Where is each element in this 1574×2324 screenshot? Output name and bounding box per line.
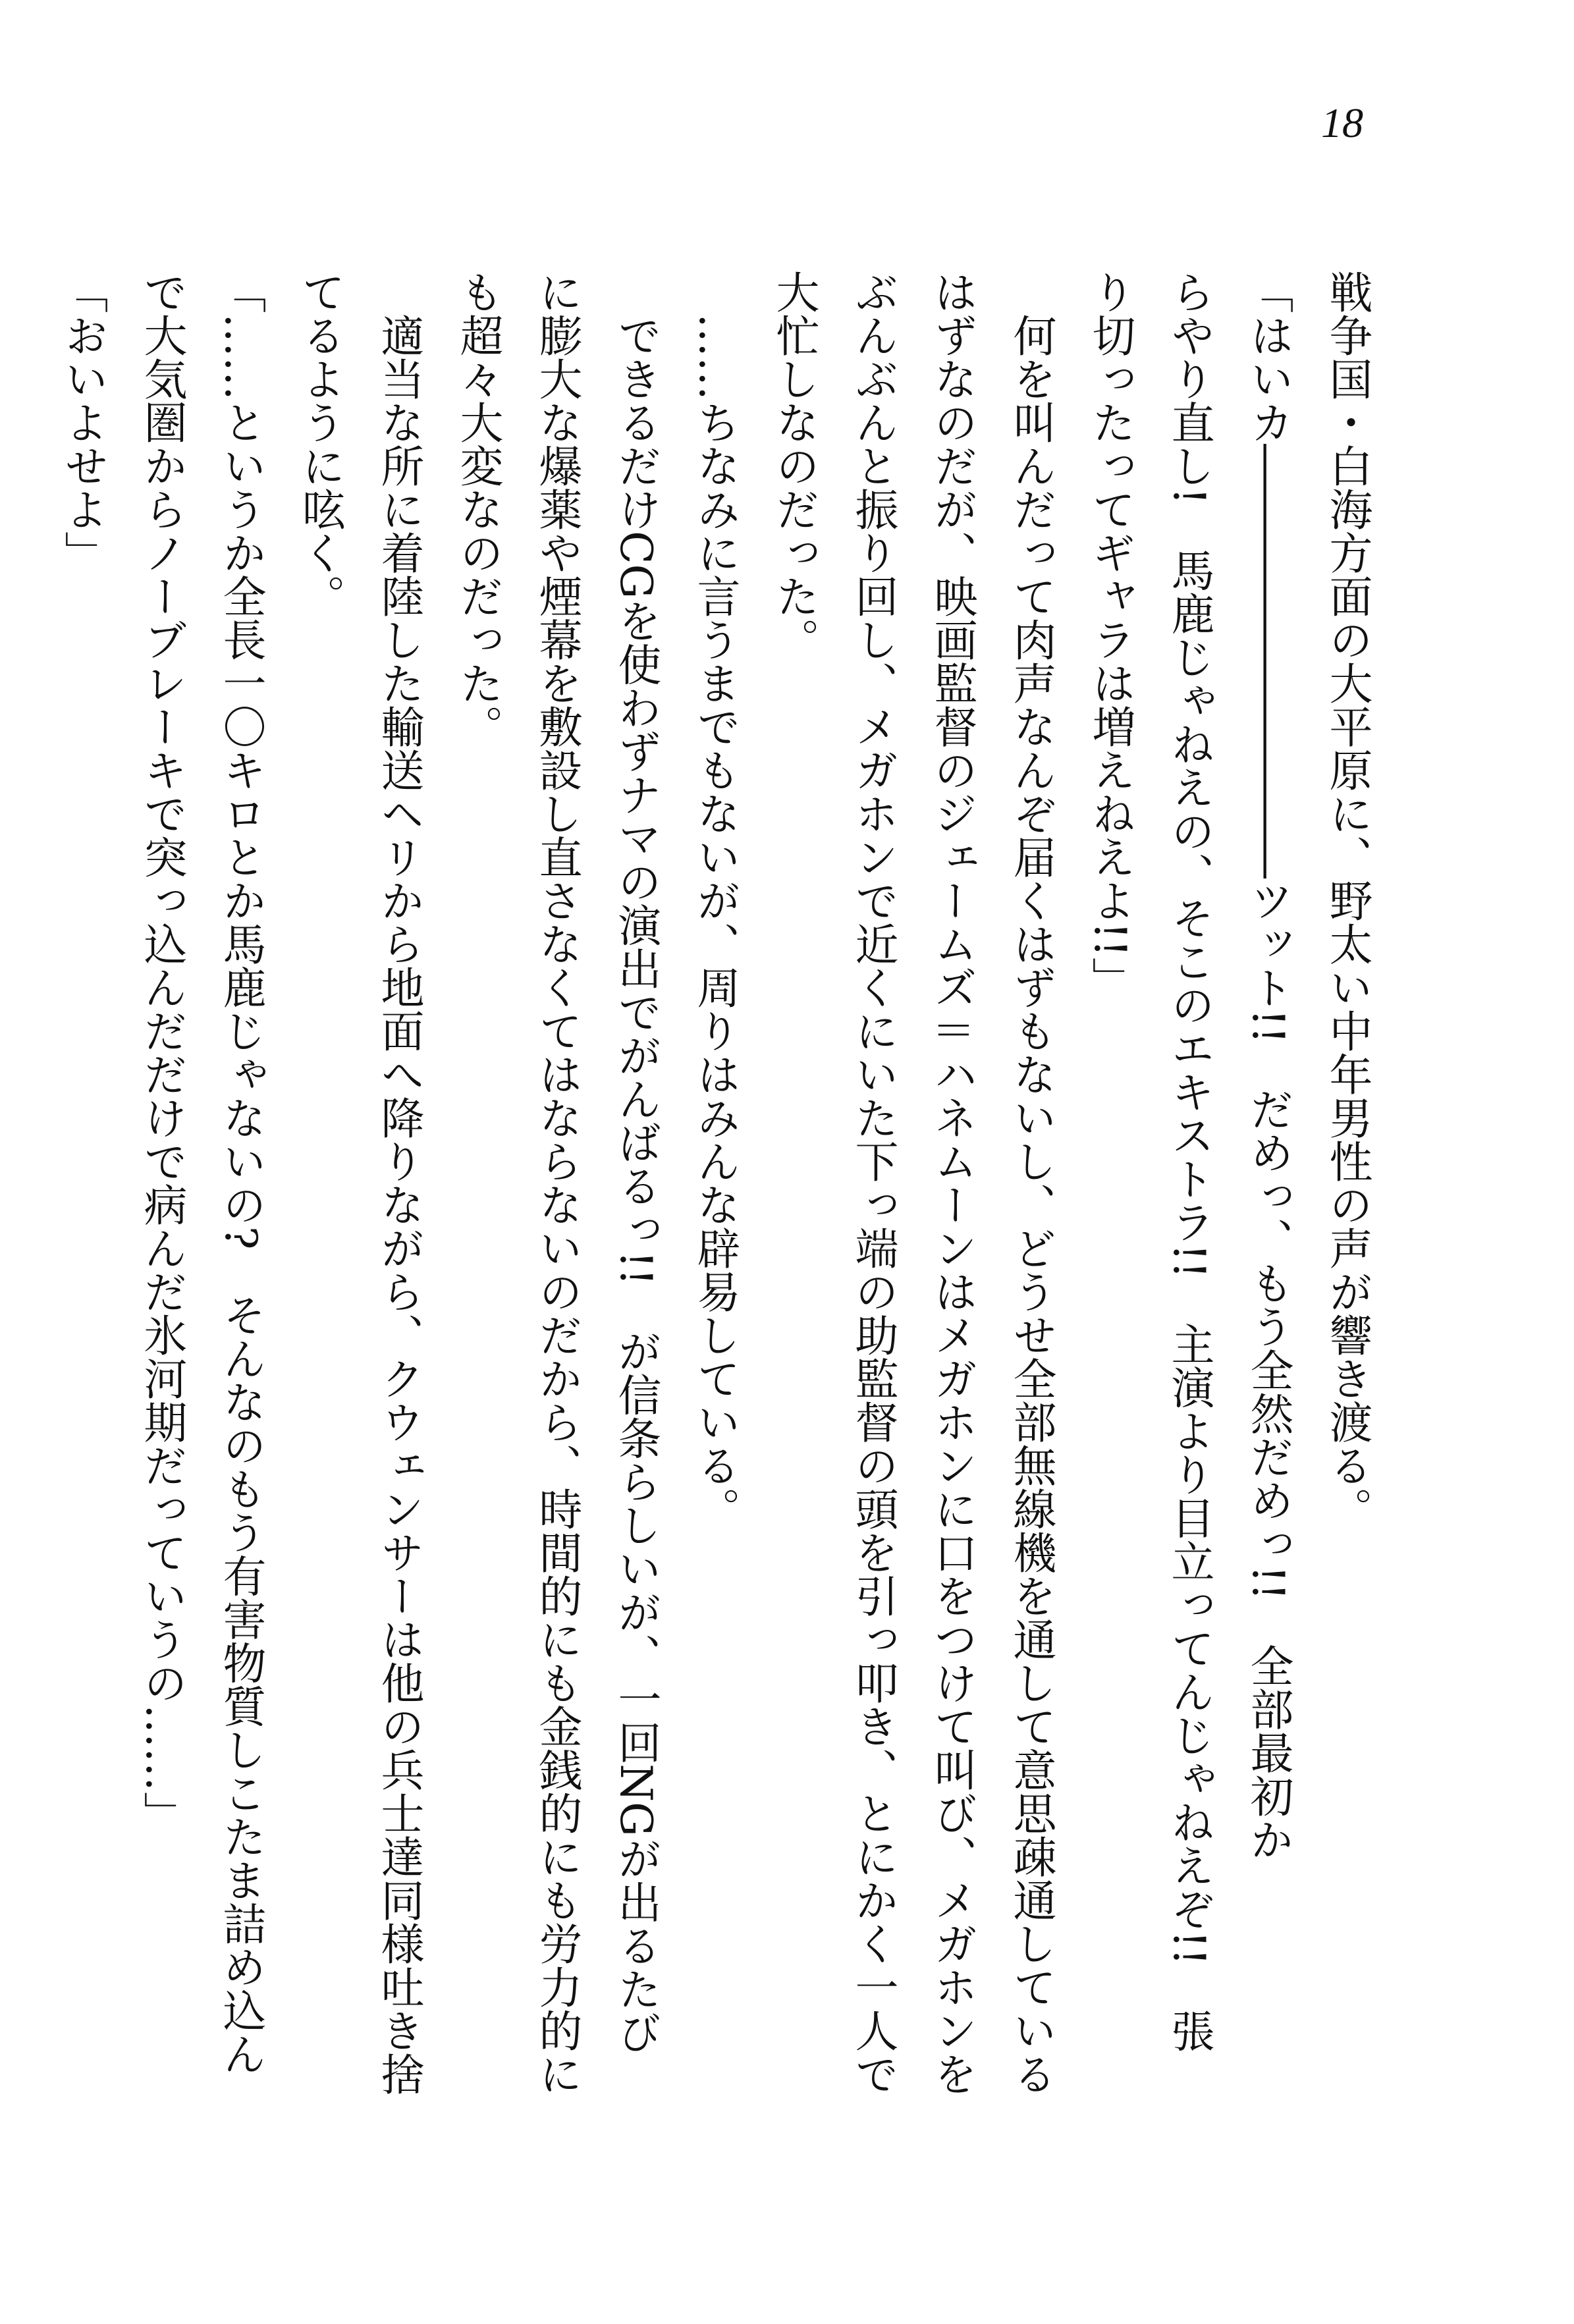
page-number: 18 (1321, 99, 1363, 146)
text-line: に膨大な爆薬や煙幕を敷設し直さなくてはならないのだから、時間的にも金銭的にも労力的に (531, 270, 582, 2095)
text-line: はずなのだが、映画監督のジェームズ＝ハネムーンはメガホンに口をつけて叫び、メガホンを (927, 270, 977, 2095)
text-line: も超々大変なのだった。 (452, 270, 503, 748)
text-line: 何を叫んだって肉声なんぞ届くはずもないし、どうせ全部無線機を通して意思疎通している (1006, 270, 1056, 2095)
text-line: ……ちなみに言うまでもないが、周りはみんな辟易している。 (690, 270, 740, 1530)
novel-body-text (43, 270, 1386, 2153)
text-line: 「……というか全長一〇キロとか馬鹿じゃないの? そんなのもう有害物質しこたま詰め込ん (215, 270, 266, 2076)
text-line: 「おいよせよ」 (57, 270, 108, 574)
text-line: り切ったってギャラは増えねえよ!!」 (1085, 270, 1135, 1001)
text-line: 戦争国・白海方面の大平原に、野太い中年男性の声が響き渡る。 (1322, 270, 1372, 1530)
text-line: 適当な所に着陸した輸送ヘリから地面へ降りながら、クウェンサーは他の兵士達同様吐き捨 (373, 270, 424, 2095)
text-line: らやり直し! 馬鹿じゃねえの、そこのエキストラ!! 主演より目立ってんじゃねえぞ!! 張 (1164, 270, 1214, 2053)
text-line: ぶんぶんと振り回し、メガホンで近くにいた下っ端の助監督の頭を引っ叩き、とにかく一人で (848, 270, 898, 2095)
text-line: で大気圏からノーブレーキで突っ込んだだけで病んだ氷河期だっていうの……」 (136, 270, 187, 1835)
text-line: 「はいカ――――――――――ツット!! だめっ、もう全然だめっ!! 全部最初か (1243, 270, 1293, 1862)
text-line: てるように呟く。 (294, 270, 345, 618)
text-line: できるだけCGを使わずナマの演出でがんばるっ!! が信条らしいが、一回NGが出るたび (611, 270, 661, 2054)
text-line: 大忙しなのだった。 (769, 270, 819, 661)
